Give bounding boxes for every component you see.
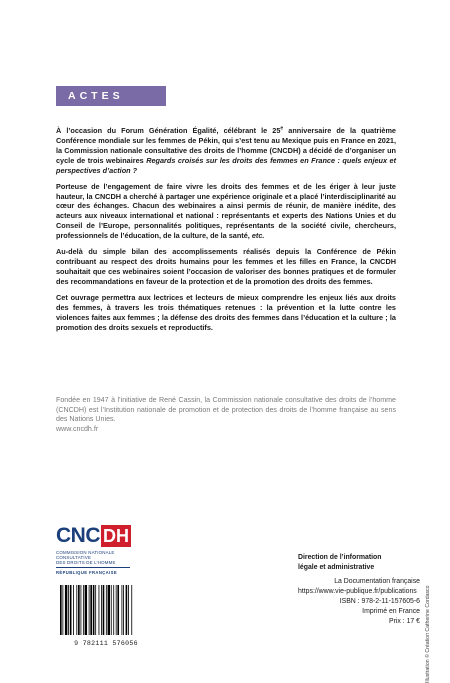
barcode-bar [108,585,110,635]
publisher-name: La Documentation française [334,578,420,585]
barcode-bar [111,585,112,635]
barcode-bar [60,585,62,635]
logo-divider [56,567,130,568]
logo-sub-line1: COMMISSION NATIONALE [56,550,115,555]
paragraph-book-purpose: Cet ouvrage permettra aux lectrices et lecteurs de mieux comprendre les enjeux liés aux droits des femmes, à travers les trois thématiques retenues : la prévention et la lutte contre les violences faites aux femmes ; la défense des droits des femmes dans l’éducation et la culture ; la promotion des droits sexuels et reproductifs. [56,292,396,332]
logo-wordmark [56,524,146,548]
barcode-bar [68,585,69,635]
barcode-bar [113,585,114,635]
intro-text-middle: anniversaire de la quatrième Conférence mondiale sur les femmes de Pékin, qui s’est tenu au Mexique puis en France en 2021, la Commission nationale consultative des droits de l’homme (CNCDH) a décidé de d’organiser un cycle de trois webinaires [56,126,396,165]
price-text: Prix : 17 € [388,618,420,625]
paragraph-intro [56,126,396,176]
engagement-text: Porteuse de l’engagement de faire vivre les droits des femmes et de les ériger à leur juste hauteur, la CNCDH a cherché à partager une expérience originale et a placé l’interdisciplinarité au cœur des échanges. Chacun des webinaires a ainsi permis de réunir, de manière inédite, des acteurs aux niveaux international et national : représentants et experts des Nations Unies et du Conseil de l’Europe, personnalités politiques, représentants de la société civile, chercheurs, professionnels de l’éducation, de la culture, de la santé, [56,181,396,241]
barcode-bar [73,585,74,635]
logo-cnc: CNC [56,524,100,547]
logo-republique: RÉPUBLIQUE FRANÇAISE [56,570,118,575]
barcode-bar [101,585,102,635]
cncdh-logo [56,524,146,575]
isbn-barcode [56,585,156,647]
isbn-text: ISBN : 978-2-11-157605-6 [339,598,420,605]
publisher-url[interactable]: https://www.vie-publique.fr/publications [298,588,417,595]
description [56,126,396,333]
barcode-bar [116,585,117,635]
logo-dh-box: DH [103,526,129,546]
etc-text: etc. [251,231,265,241]
barcode-bar [90,585,92,635]
barcode-bar [103,585,105,635]
intro-text-start: À l’occasion du Forum Génération Égalité, célébrant le 25 [56,126,281,135]
publisher-block [298,553,426,627]
barcode-bar [131,585,132,635]
barcode-bar [70,585,72,635]
superscript-e: e [280,125,284,132]
about-text: Fondée en 1947 à l’initiative de René Cassin, la Commission nationale consultative des droits de l’homme (CNCDH) est l’Institution nationale de promotion et de protection des droits de l’homme française au sens des Nations Unies. [56,396,396,424]
cncdh-about [56,396,396,435]
paragraph-beijing: Au-delà du simple bilan des accomplissements réalisés depuis la Conférence de Pékin contribuant au respect des droits humains pour les femmes et les filles en France, la CNCDH souhaitait que ces webinaires soient l’occasion de valoriser des bonnes pratiques et de formuler des recommandations en faveur de la protection et de la promotion des droits des femmes. [56,247,396,286]
barcode-bar [106,585,107,635]
barcode-bar [62,585,63,635]
about-url[interactable]: www.cncdh.fr [56,424,99,433]
webinar-title: Regards croisés sur les droits des femmes en France : quels enjeux et perspectives d’action ? [56,155,397,175]
paragraph-engagement [56,182,396,242]
barcode-bar [85,585,87,635]
barcode-bar [99,585,100,635]
printed-text: Imprimé en France [362,608,420,615]
barcode-number: 9 782111 576056 [74,640,138,647]
barcode-bar [123,585,124,635]
barcode-bar [78,585,80,635]
barcode-bar [126,585,128,635]
barcode-bar [117,585,119,635]
illustration-credit: Illustration © Création Catherine Cordasco [425,585,431,683]
barcode-bar [81,585,82,635]
publisher-head-line1: Direction de l’information [298,554,382,561]
barcode-bar [122,585,123,635]
barcode-bar [93,585,95,635]
series-banner: ACTES [56,86,166,106]
logo-subtitle [56,550,146,565]
barcode-bar [83,585,84,635]
logo-sub-line3: DES DROITS DE L’HOMME [56,560,116,565]
logo-sub-line2: CONSULTATIVE [56,555,92,560]
barcode-bar [76,585,77,635]
barcode-bar [65,585,67,635]
barcode-icon [56,585,156,637]
barcode-bar [128,585,129,635]
publisher-head-line2: légale et administrative [298,564,375,571]
barcode-bar [89,585,90,635]
barcode-bar [95,585,96,635]
